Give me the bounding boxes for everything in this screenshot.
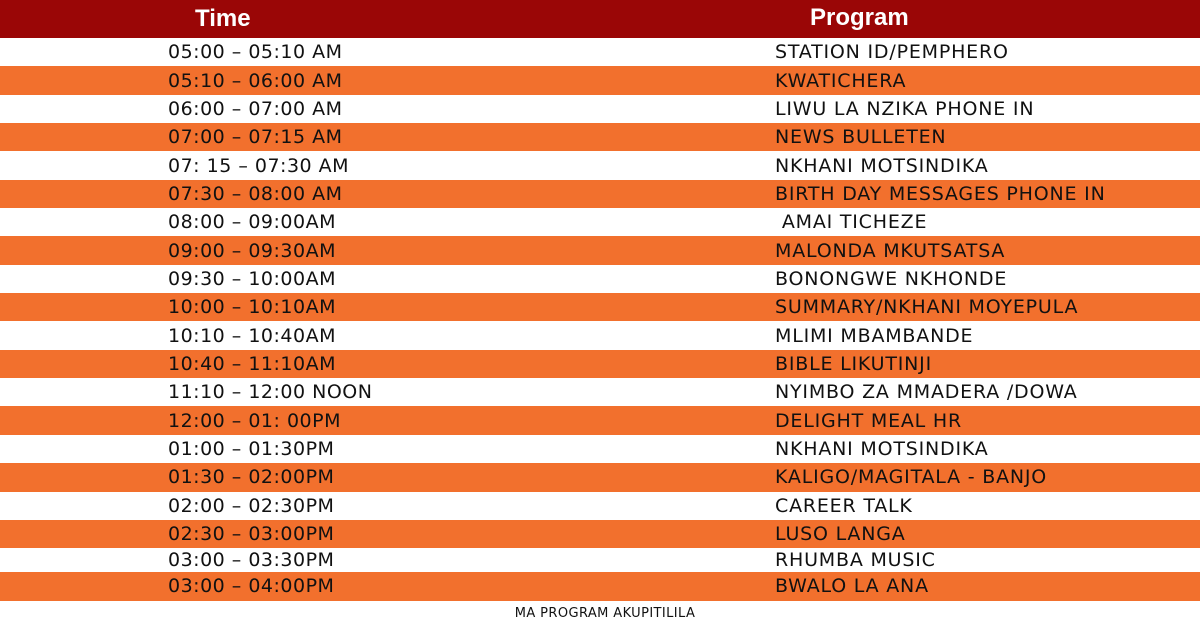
program-cell: KALIGO/MAGITALA - BANJO — [775, 466, 1048, 489]
schedule-row — [0, 406, 1200, 434]
program-cell: DELIGHT MEAL HR — [775, 409, 962, 432]
program-cell: BONONGWE NKHONDE — [775, 267, 1008, 290]
program-cell: BIBLE LIKUTINJI — [775, 352, 932, 375]
program-cell: LUSO LANGA — [775, 523, 906, 546]
schedule-row — [0, 95, 1200, 123]
time-cell: 01:30 – 02:00PM — [168, 466, 335, 489]
time-cell: 08:00 – 09:00AM — [168, 211, 336, 234]
time-cell: 12:00 – 01: 00PM — [168, 409, 341, 432]
schedule-row — [0, 66, 1200, 94]
program-cell: BIRTH DAY MESSAGES PHONE IN — [775, 182, 1106, 205]
program-cell: KWATICHERA — [775, 69, 907, 92]
footer-note — [0, 606, 1200, 621]
time-cell: 03:00 – 04:00PM — [168, 575, 335, 598]
program-cell: CAREER TALK — [775, 494, 913, 517]
schedule-row — [0, 208, 1200, 236]
schedule-row — [0, 293, 1200, 321]
time-cell: 01:00 – 01:30PM — [168, 437, 335, 460]
program-cell: LIWU LA NZIKA PHONE IN — [775, 97, 1035, 120]
program-cell: RHUMBA MUSIC — [775, 549, 936, 572]
time-cell: 03:00 – 03:30PM — [168, 549, 335, 572]
time-cell: 05:10 – 06:00 AM — [168, 69, 343, 92]
program-cell: NYIMBO ZA MMADERA /DOWA — [775, 381, 1078, 404]
time-cell: 07:00 – 07:15 AM — [168, 126, 343, 149]
schedule-row — [0, 38, 1200, 66]
schedule-row — [0, 321, 1200, 349]
time-cell: 02:00 – 02:30PM — [168, 494, 335, 517]
schedule-header — [0, 0, 1200, 38]
footer-text: MA PROGRAM AKUPITILILA — [514, 606, 696, 621]
program-cell: MALONDA MKUTSATSA — [775, 239, 1006, 262]
program-column-header: Program — [810, 4, 909, 31]
program-cell: NKHANI MOTSINDIKA — [775, 437, 989, 460]
schedule-row — [0, 492, 1200, 520]
time-cell: 05:00 – 05:10 AM — [168, 41, 343, 64]
time-cell: 06:00 – 07:00 AM — [168, 97, 343, 120]
time-cell: 09:00 – 09:30AM — [168, 239, 336, 262]
program-cell: SUMMARY/NKHANI MOYEPULA — [775, 296, 1079, 319]
program-cell: MLIMI MBAMBANDE — [775, 324, 974, 347]
schedule-row — [0, 463, 1200, 491]
time-cell: 11:10 – 12:00 NOON — [168, 381, 373, 404]
schedule-row — [0, 180, 1200, 208]
time-cell: 10:10 – 10:40AM — [168, 324, 336, 347]
program-cell: STATION ID/PEMPHERO — [775, 41, 1009, 64]
time-column-header: Time — [195, 5, 251, 32]
program-cell: AMAI TICHEZE — [775, 211, 928, 234]
schedule-row — [0, 236, 1200, 264]
program-cell: BWALO LA ANA — [775, 575, 929, 598]
schedule-row — [0, 435, 1200, 463]
time-cell: 02:30 – 03:00PM — [168, 523, 335, 546]
time-cell: 10:00 – 10:10AM — [168, 296, 336, 319]
time-cell: 07: 15 – 07:30 AM — [168, 154, 350, 177]
schedule-row — [0, 548, 1200, 572]
schedule-row — [0, 123, 1200, 151]
time-cell: 07:30 – 08:00 AM — [168, 182, 343, 205]
schedule-row — [0, 378, 1200, 406]
schedule-table — [0, 38, 1200, 601]
time-cell: 10:40 – 11:10AM — [168, 352, 336, 375]
schedule-row — [0, 350, 1200, 378]
schedule-row — [0, 572, 1200, 600]
schedule-row — [0, 520, 1200, 548]
schedule-row — [0, 265, 1200, 293]
program-cell: NKHANI MOTSINDIKA — [775, 154, 989, 177]
time-cell: 09:30 – 10:00AM — [168, 267, 336, 290]
program-cell: NEWS BULLETEN — [775, 126, 947, 149]
schedule-row — [0, 151, 1200, 179]
